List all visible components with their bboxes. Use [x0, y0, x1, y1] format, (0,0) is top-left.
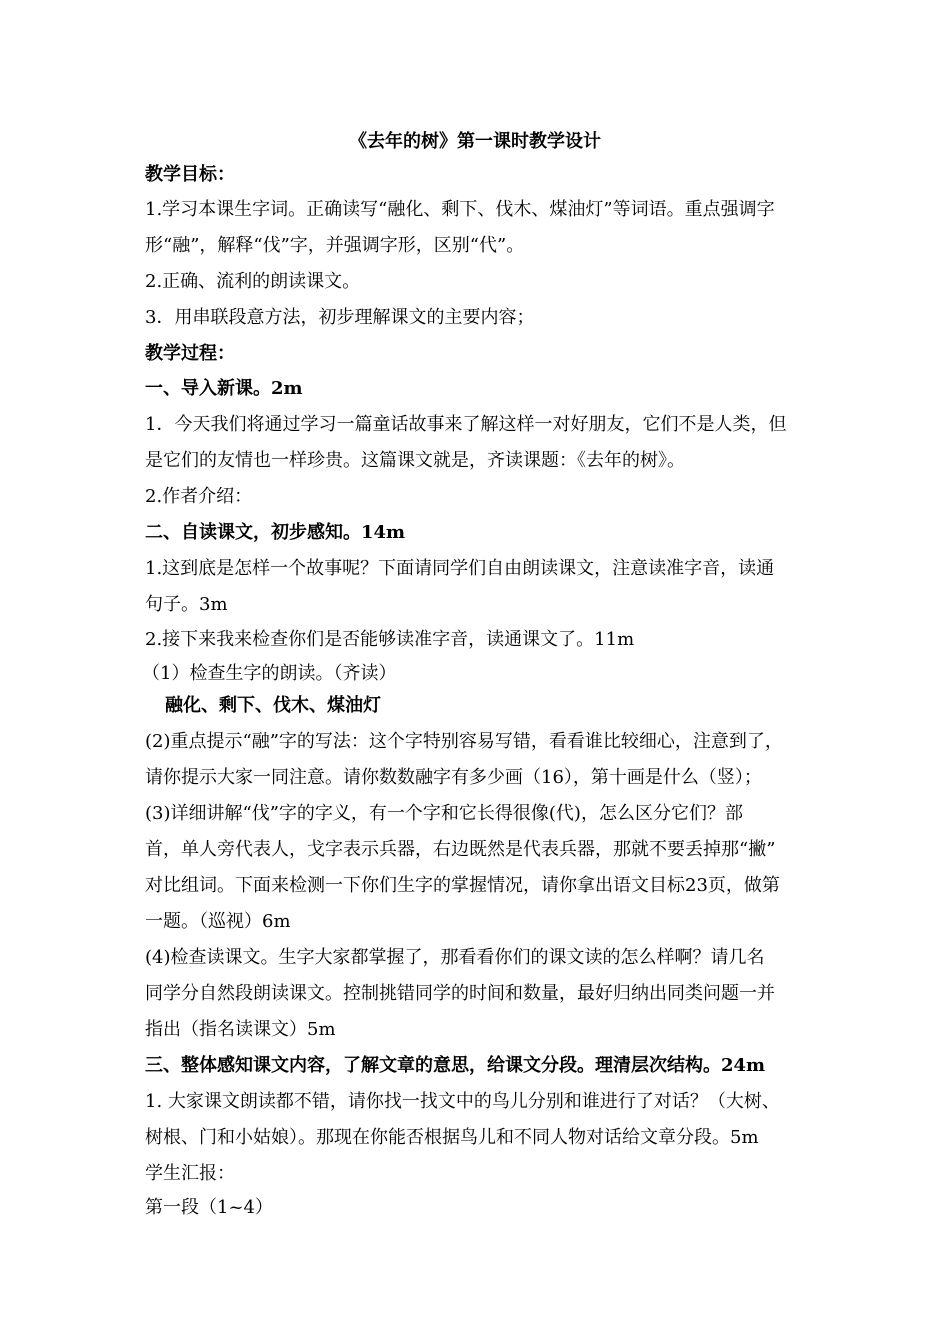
paragraph-line: 1. 大家课文朗读都不错，请你找一找文中的鸟儿分别和谁进行了对话？（大树、	[145, 1091, 780, 1112]
paragraph-line: 对比组词。下面来检测一下你们生字的掌握情况，请你拿出语文目标23页，做第	[145, 875, 780, 896]
paragraph-line: 2.接下来我来检查你们是否能够读准字音，读通课文了。11m	[145, 629, 635, 650]
section-heading: 三、整体感知课文内容，了解文章的意思，给课文分段。理清层次结构。24m	[145, 1055, 766, 1076]
paragraph-line: 第一段（1~4）	[145, 1197, 273, 1218]
section-heading: 融化、剩下、伐木、煤油灯	[165, 695, 381, 716]
paragraph-line: 请你提示大家一同注意。请你数数融字有多少画（16），第十画是什么（竖）；	[145, 767, 762, 788]
paragraph-line: 1.学习本课生字词。正确读写“融化、剩下、伐木、煤油灯”等词语。重点强调字	[145, 199, 775, 220]
paragraph-line: (2)重点提示“融”字的写法：这个字特别容易写错，看看谁比较细心，注意到了，	[145, 731, 783, 752]
paragraph-line: 是它们的友情也一样珍贵。这篇课文就是，齐读课题：《去年的树》。	[145, 450, 685, 471]
section-heading: 一、导入新课。2m	[145, 378, 303, 399]
paragraph-line: (3)详细讲解“伐”字的字义，有一个字和它长得很像(代)，怎么区分它们？部	[145, 803, 743, 824]
paragraph-line: 1．今天我们将通过学习一篇童话故事来了解这样一对好朋友，它们不是人类，但	[145, 414, 787, 435]
paragraph-line: 首，单人旁代表人，戈字表示兵器，右边既然是代表兵器，那就不要丢掉那“撇”	[145, 839, 776, 860]
paragraph-line: 2.作者介绍：	[145, 486, 253, 507]
paragraph-line: 形“融”，解释“伐”字，并强调字形，区别“代”。	[145, 235, 525, 256]
paragraph-line: 一题。（巡视）6m	[145, 911, 291, 932]
document-title: 《去年的树》第一课时教学设计	[349, 131, 601, 152]
paragraph-line: 同学分自然段朗读课文。控制挑错同学的时间和数量，最好归纳出同类问题一并	[145, 983, 775, 1004]
paragraph-line: 指出（指名读课文）5m	[145, 1019, 336, 1040]
section-heading: 教学目标：	[145, 164, 235, 185]
paragraph-line: （1）检查生字的朗读。（齐读）	[142, 663, 397, 684]
paragraph-line: 树根、门和小姑娘）。那现在你能否根据鸟儿和不同人物对话给文章分段。5m	[145, 1127, 759, 1148]
paragraph-line: 2.正确、流利的朗读课文。	[145, 271, 361, 292]
paragraph-line: 3．用串联段意方法，初步理解课文的主要内容；	[145, 307, 535, 328]
paragraph-line: (4)检查读课文。生字大家都掌握了，那看看你们的课文读的怎么样啊？请几名	[145, 947, 765, 968]
section-heading: 二、自读课文，初步感知。14m	[145, 522, 406, 543]
paragraph-line: 学生汇报：	[145, 1163, 235, 1184]
paragraph-line: 1.这到底是怎样一个故事呢？下面请同学们自由朗读课文，注意读准字音，读通	[145, 558, 775, 579]
paragraph-line: 句子。3m	[145, 594, 228, 615]
section-heading: 教学过程：	[145, 343, 235, 364]
